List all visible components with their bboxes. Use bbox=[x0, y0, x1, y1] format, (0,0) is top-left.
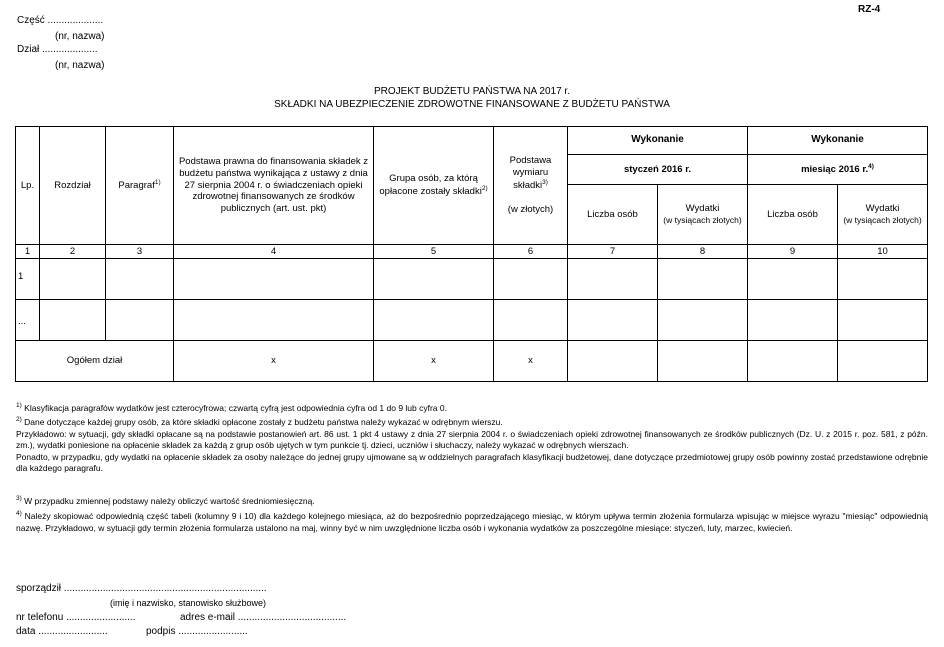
footnote-4: $^{4)}$ Należy skopiować odpowiednią część tabeli (kolumny 9 i 10) dla każdego kolejnego miesiąca, aż do bezpośrednio poprzedzającego miesiąc, w którym upływa termin złożenia formularza wpisując w miejsce wyrazu "miesiąc" odpowiednią nazwę. Przykładowo, w sytuacji gdy termin złożenia formularza ustalono na maj, winny być w nim uwzględnione liczba osób i wykonania wydatków za poszczególne miesiące: styczeń, luty, marzec, kwiecień. bbox=[16, 510, 928, 533]
cell[interactable] bbox=[568, 341, 658, 382]
header-liczba-osob-2: Liczba osób bbox=[748, 185, 838, 245]
dzial-field: Dział .................... bbox=[17, 44, 98, 55]
czesc-hint: (nr, nazwa) bbox=[55, 31, 105, 42]
sporzadzil-hint: (imię i nazwisko, stanowisko służbowe) bbox=[110, 598, 267, 608]
col-number: 3 bbox=[106, 245, 174, 259]
cell[interactable] bbox=[838, 259, 928, 300]
col-number: 1 bbox=[16, 245, 40, 259]
col-number: 4 bbox=[174, 245, 374, 259]
telefon-field[interactable]: nr telefonu ......................... bbox=[16, 612, 136, 623]
cell[interactable] bbox=[174, 300, 374, 341]
header-podstawa-wymiaru: Podstawa wymiaru składki$^{3)}$ (w złotych) bbox=[494, 127, 568, 245]
cell[interactable] bbox=[494, 259, 568, 300]
header-wykonanie-2: Wykonanie bbox=[748, 127, 928, 155]
footnote-3: $^{3)}$ W przypadku zmiennej podstawy należy obliczyć wartość średniomiesięczną. bbox=[16, 495, 315, 506]
header-period-1: styczeń 2016 r. bbox=[568, 155, 748, 185]
cell[interactable] bbox=[658, 300, 748, 341]
col-number: 7 bbox=[568, 245, 658, 259]
cell[interactable] bbox=[40, 300, 106, 341]
col-number: 2 bbox=[40, 245, 106, 259]
header-wydatki-2: Wydatki (w tysiącach złotych) bbox=[838, 185, 928, 245]
col-number: 8 bbox=[658, 245, 748, 259]
cell[interactable] bbox=[568, 259, 658, 300]
row-lp: ... bbox=[16, 300, 40, 341]
table-row bbox=[16, 300, 928, 341]
cell[interactable] bbox=[838, 300, 928, 341]
total-x: x bbox=[494, 341, 568, 382]
header-liczba-osob-1: Liczba osób bbox=[568, 185, 658, 245]
podpis-field[interactable]: podpis ......................... bbox=[146, 626, 248, 637]
cell[interactable] bbox=[748, 259, 838, 300]
email-field[interactable]: adres e-mail ....................................... bbox=[180, 612, 347, 623]
data-field[interactable]: data ......................... bbox=[16, 626, 108, 637]
cell[interactable] bbox=[748, 341, 838, 382]
cell[interactable] bbox=[106, 259, 174, 300]
title-line2: SKŁADKI NA UBEZPIECZENIE ZDROWOTNE FINANSOWANE Z BUDŻETU PAŃSTWA bbox=[274, 99, 670, 110]
total-x: x bbox=[174, 341, 374, 382]
czesc-field: Część .................... bbox=[17, 15, 104, 26]
cell[interactable] bbox=[838, 341, 928, 382]
cell[interactable] bbox=[748, 300, 838, 341]
col-number: 6 bbox=[494, 245, 568, 259]
dzial-hint: (nr, nazwa) bbox=[55, 60, 105, 71]
col-number: 10 bbox=[838, 245, 928, 259]
header-wydatki-1: Wydatki (w tysiącach złotych) bbox=[658, 185, 748, 245]
title-line1: PROJEKT BUDŻETU PAŃSTWA NA 2017 r. bbox=[374, 86, 570, 97]
table-row bbox=[16, 259, 928, 300]
cell[interactable] bbox=[106, 300, 174, 341]
cell[interactable] bbox=[658, 341, 748, 382]
cell[interactable] bbox=[40, 259, 106, 300]
col-number: 5 bbox=[374, 245, 494, 259]
sporzadzil-field[interactable]: sporządził ......................................................................... bbox=[16, 583, 267, 594]
header-lp: Lp. bbox=[16, 127, 40, 245]
cell[interactable] bbox=[174, 259, 374, 300]
total-row bbox=[16, 341, 928, 382]
total-label: Ogółem dział bbox=[16, 341, 174, 382]
column-numbers-row bbox=[16, 245, 928, 259]
budget-table bbox=[15, 126, 928, 382]
header-wykonanie-1: Wykonanie bbox=[568, 127, 748, 155]
header-podstawa-prawna: Podstawa prawna do finansowania składek z budżetu państwa wynikająca z ustawy z dnia 27 sierpnia 2004 r. o świadczeniach opieki zdrowotnej finansowanych ze środków publicznych (art. ust. pkt) bbox=[174, 127, 374, 245]
footnote-2: $^{2)}$ Dane dotyczące każdej grupy osób, za które składki opłacone zostały z budżetu państwa należy wykazać w odrębnym wierszu. bbox=[16, 416, 503, 428]
header-period-2: miesiąc 2016 r.$^{4)}$ bbox=[748, 155, 928, 185]
cell[interactable] bbox=[374, 300, 494, 341]
cell[interactable] bbox=[374, 259, 494, 300]
header-paragraf: Paragraf$^{1)}$ bbox=[106, 127, 174, 245]
footnote-2-example: Przykładowo: w sytuacji, gdy składki opłacane są na podstawie postanowień art. 86 ust. 1 pkt 4 ustawy z dnia 27 sierpnia 2004 r. o świadczeniach opieki zdrowotnej finansowanych ze środków publicznych (Dz. U. z 2015 r. poz. 581, z późn. zm.), wydatki poniesione na opłacenie składek za każdą z grup osób ujętych w tym punkcie tj. dzieci, uczniów i słuchaczy, należy wykazać w odrębnych wierszach. bbox=[16, 428, 928, 451]
footnote-2-more: Ponadto, w przypadku, gdy wydatki na opłacenie składek za osoby należące do jednej grupy ujmowane są w oddzielnych paragrafach klasyfikacji budżetowej, dane dotyczące przedmiotowej grupy osób powinny zostać przedstawione odrębnie dla każdego paragrafu. bbox=[16, 451, 928, 473]
header-rozdzial: Rozdział bbox=[40, 127, 106, 245]
footnotes-block-2 bbox=[16, 495, 928, 534]
total-x: x bbox=[374, 341, 494, 382]
row-lp: 1 bbox=[16, 259, 40, 300]
col-number: 9 bbox=[748, 245, 838, 259]
footnote-1: $^{1)}$ Klasyfikacja paragrafów wydatków jest czterocyfrowa; czwartą cyfrą jest odpowiednia cyfra od 1 do 9 lub cyfra 0. bbox=[16, 402, 447, 413]
cell[interactable] bbox=[568, 300, 658, 341]
footnotes-block-1 bbox=[16, 402, 928, 474]
cell[interactable] bbox=[494, 300, 568, 341]
header-grupa: Grupa osób, za którą opłacone zostały składki$^{2)}$ bbox=[374, 127, 494, 245]
cell[interactable] bbox=[658, 259, 748, 300]
form-code: RZ-4 bbox=[858, 4, 881, 15]
